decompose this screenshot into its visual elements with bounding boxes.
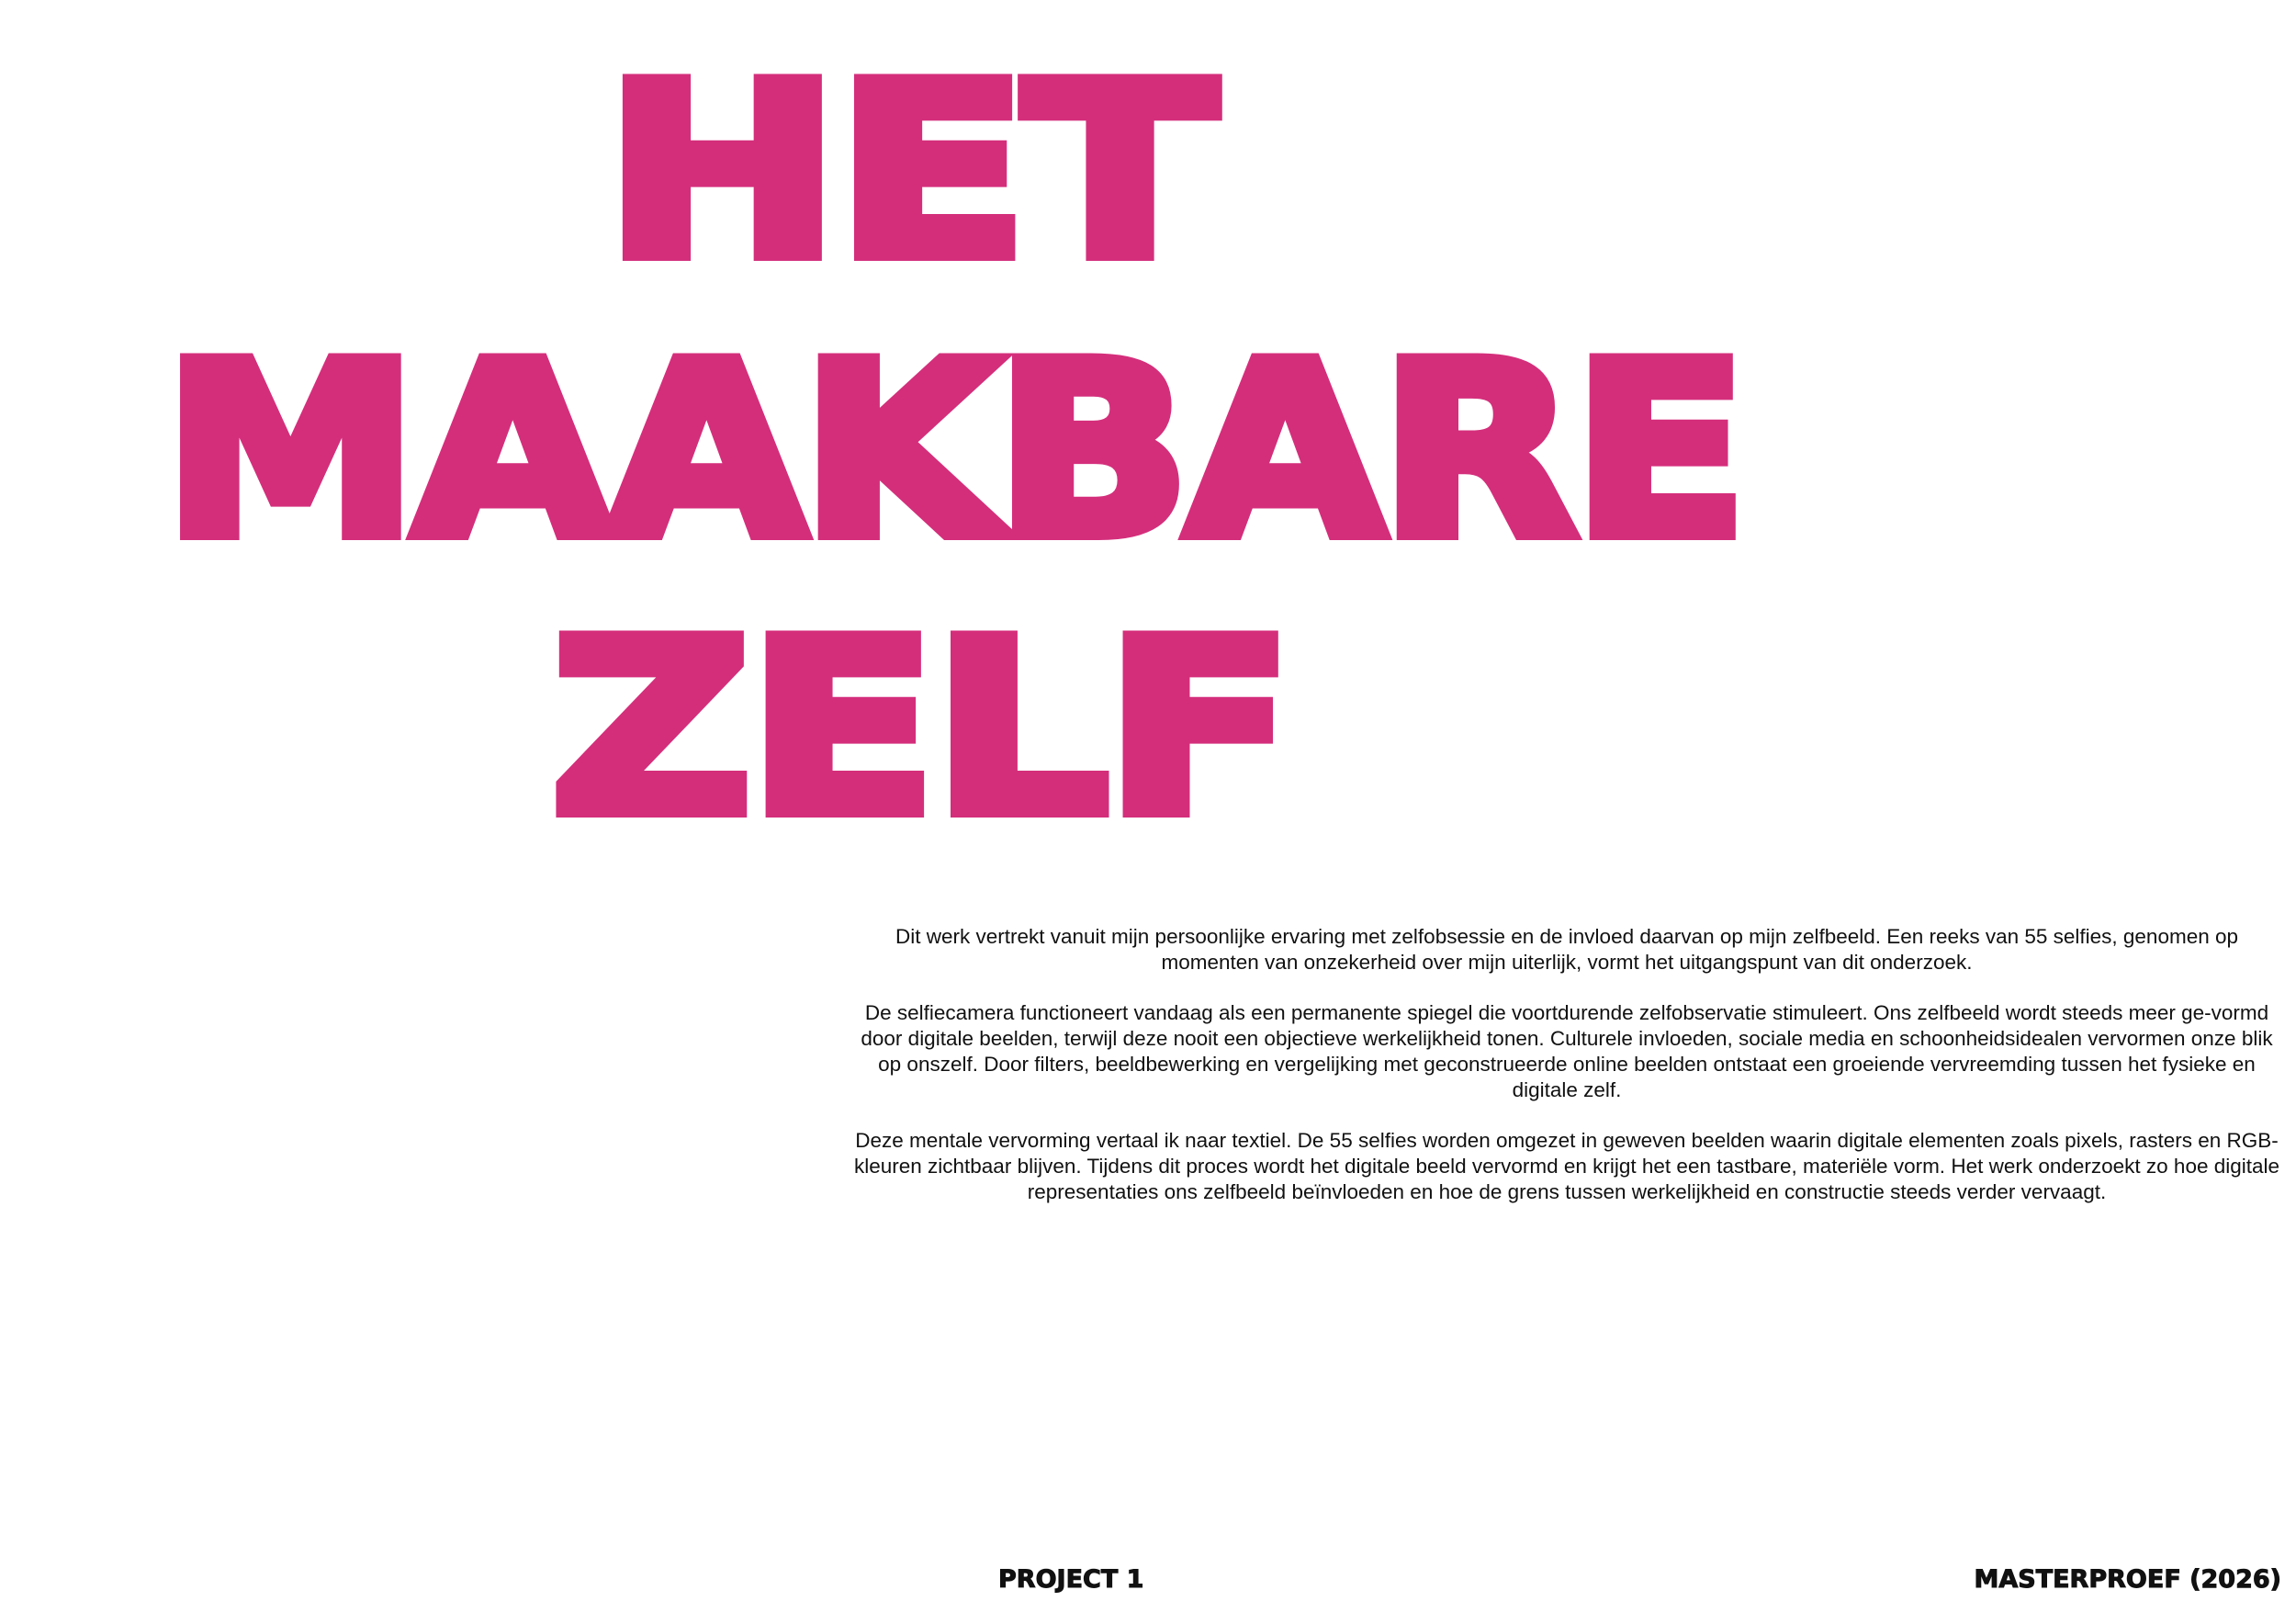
footer-masterproef-label: MASTERPROEF (2026) (1974, 1565, 2281, 1594)
title-line-1: HET (604, 34, 1212, 311)
footer-project-label: PROJECT 1 (998, 1565, 1144, 1594)
paragraph-2: De selfiecamera functioneert vandaag als een permanente spiegel die voortdurende zelfobservatie stimuleert. Ons zelfbeeld wordt steeds meer ge-vormd door digitale beelden, terwijl deze nooit een objectieve werkelijkheid tonen. Culturele invloeden, sociale media en schoonheidsidealen vervormen onze blik op onszelf. Door filters, beeldbewerking en vergelijking met geconstrueerde online beelden ontstaat een groeiende vervreemding tussen het fysieke en digitale zelf. (861, 1001, 2273, 1101)
title-line-2: MAAKBARE (163, 313, 1744, 591)
body-text (852, 924, 2281, 1230)
paragraph-3: Deze mentale vervorming vertaal ik naar textiel. De 55 selfies worden omgezet in geweven beelden waarin digitale elementen zoals pixels, rasters en RGB-kleuren zichtbaar blijven. Tijdens dit proces wordt het digitale beeld vervormd en krijgt het een tastbare, materiële vorm. Het werk onderzoekt zo hoe digitale representaties ons zelfbeeld beïnvloeden en hoe de grens tussen werkelijkheid en constructie steeds verder vervaagt. (853, 1129, 2280, 1203)
paragraph-1: Dit werk vertrekt vanuit mijn persoonlijke ervaring met zelfobsessie en de invloed daarvan op mijn zelfbeeld. Een reeks van 55 selfies, genomen op momenten van onzekerheid over mijn uiterlijk, vormt het uitgangspunt van dit onderzoek. (895, 925, 2239, 974)
title-line-3: ZELF (551, 591, 1290, 868)
